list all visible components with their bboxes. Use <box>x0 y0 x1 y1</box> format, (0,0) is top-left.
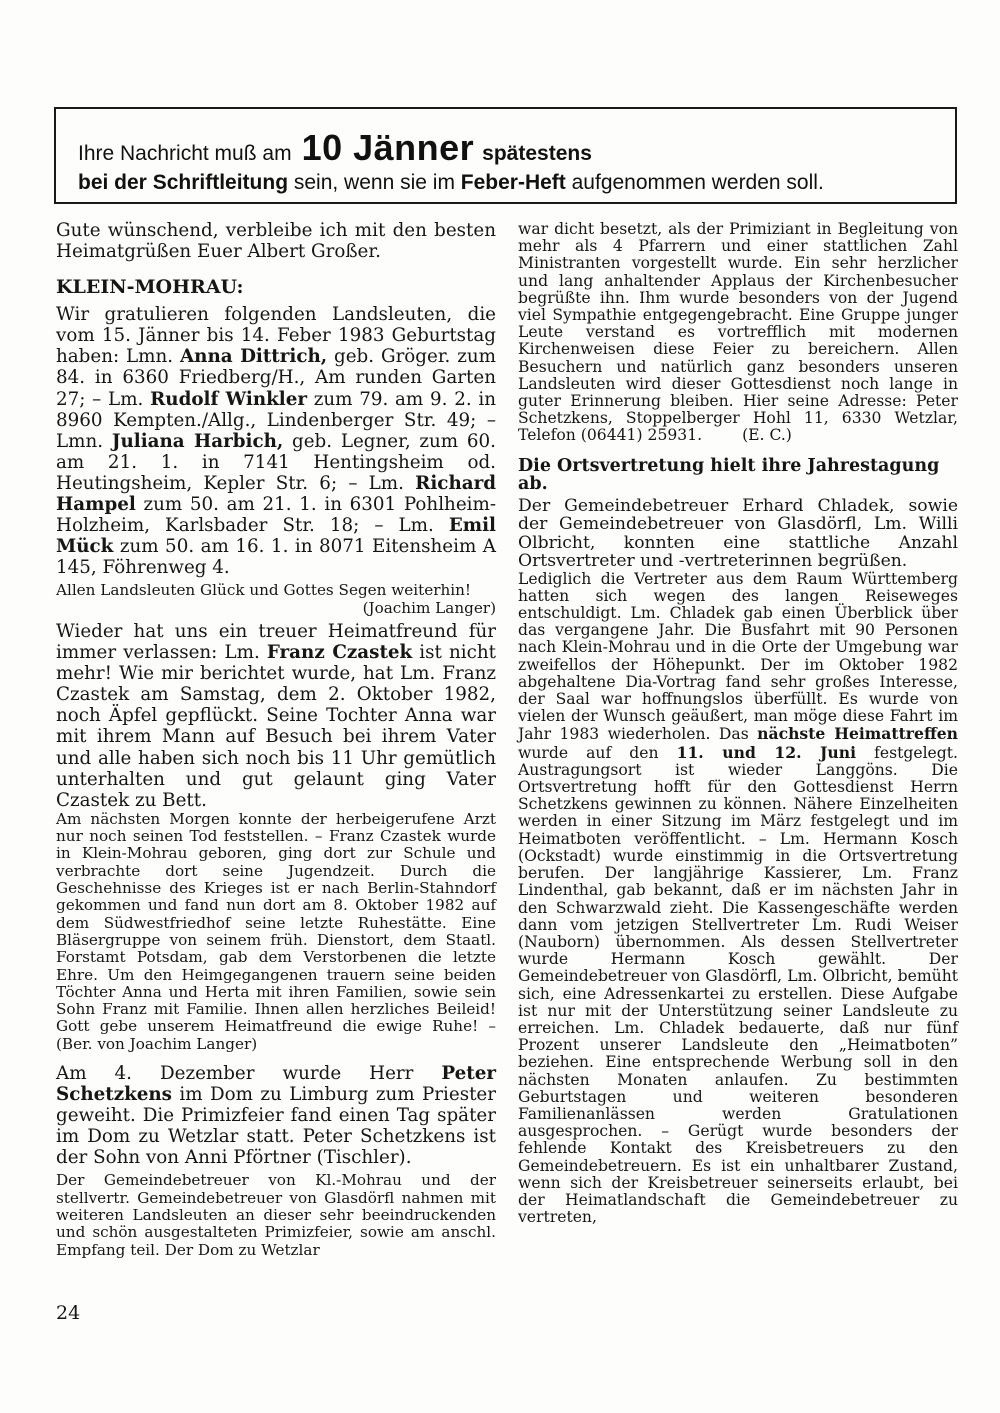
person-name: Juliana Harbich, <box>111 430 284 452</box>
event-name: nächste Heimattreffen <box>757 724 959 744</box>
notice-deadline-date: 10 Jänner <box>301 127 475 168</box>
blessing-author: (Joachim Langer) <box>362 598 496 617</box>
notice-text: sein, wenn sie im <box>288 171 461 194</box>
ordination-paragraph: Am 4. Dezember wurde Herr Peter Schetzkens im Dom zu Limburg zum Priester geweiht. Die Primizfeier fand einen Tag später im Dom zu Wetzlar statt. Peter Schetzkens ist der Sohn von Anni Pförtner (Tischler). <box>56 1063 496 1169</box>
notice-text-end: aufgenommen werden soll. <box>565 171 824 194</box>
person-name: Peter Schetzkens <box>56 1063 496 1106</box>
letter-closing: Gute wünschend, verbleibe ich mit den besten Heimatgrüßen Euer Albert Großer. <box>56 220 496 263</box>
deadline-notice-line1 <box>78 127 592 169</box>
birthday-paragraph: Wir gratulieren folgenden Landsleuten, die vom 15. Jänner bis 14. Feber 1983 Geburtstag haben: Lmn. Anna Dittrich, geb. Gröger. zum 84. in 6360 Friedberg/H., Am runden Garten 27; – Lm. Rudolf Winkler zum 79. am 9. 2. in 8960 Kempten./Allg., Lindenberger Str. 49; – Lmn. Juliana Harbich, geb. Legner, zum 60. am 21. 1. in 7141 Hentingsheim od. Heutingsheim, Kepler Str. 6; – Lm. Richard Hampel zum 50. am 21. 1. in 6301 Pohlheim-Holzheim, Karlsbader Str. 18; – Lm. Emil Mück zum 50. am 16. 1. in 8071 Eitensheim A 145, Föhrenweg 4. <box>56 304 497 579</box>
page-number: 24 <box>56 1302 81 1324</box>
obituary-continued: Am nächsten Morgen konnte der herbeigerufene Arzt nur noch seinen Tod feststellen. – Franz Czastek wurde in Klein-Mohrau geboren, ging dort zur Schule und verbrachte dort seine Jugendzeit. Durch die Geschehnisse des Krieges ist er nach Berlin-Stahndorf gekommen und fand nun dort am 8. Oktober 1982 auf dem Südwestfriedhof seine letzte Ruhestätte. Eine Bläsergruppe von seinem früh. Dienstort, dem Staatl. Forstamt Potsdam, gab dem Verstorbenen die letzte Ehre. Um den Heimgegangenen trauern seine beiden Töchter Anna und Herta mit ihren Familien, sowie sein Sohn Franz mit Familie. Ihnen allen herzliches Beileid! Gott gebe unserem Heimatfreund die ewige Ruhe! – (Ber. von Joachim Langer) <box>56 809 496 1053</box>
section-heading-klein-mohrau: KLEIN-MOHRAU: <box>56 276 244 299</box>
meeting-heading: Die Ortsvertretung hielt ihre Jahrestagung ab. <box>518 455 940 495</box>
event-date: 11. und 12. Juni <box>676 742 857 762</box>
right-column <box>518 221 958 1226</box>
notice-issue: Feber-Heft <box>460 171 566 194</box>
meeting-body: Lediglich die Vertreter aus dem Raum Württemberg hatten sich wegen des langen Reiseweges entschuldigt. Lm. Chladek gab einen Überblick über das vergangene Jahr. Die Busfahrt mit 90 Personen nach Klein-Mohrau und in die Orte der Umgebung war zweifellos der Höhepunkt. Der im Oktober 1982 abgehaltene Dia-Vortrag fand sehr großes Interesse, der Saal war hoffnungslos überfüllt. Es wurde von vielen der Wunsch geäußert, man möge diese Fahrt im Jahr 1983 wiederholen. Das nächste Heimattreffen wurde auf den 11. und 12. Juni festgelegt. Austragungsort ist wieder Langgöns. Die Ortsvertretung hofft für den Gottesdienst Herrn Schetzkens gewinnen zu können. Nähere Einzelheiten werden in einer Sitzung im März festgelegt und im Heimatboten veröffentlicht. – Lm. Hermann Kosch (Ockstadt) wurde einstimmig in die Ortsvertretung berufen. Der langjährige Kassierer, Lm. Franz Lindenthal, gab bekannt, daß er im nächsten Jahr in den Schwarzwald zieht. Die Kassengeschäfte werden dann vom jetzigen Stellvertreter Lm. Rudi Weiser (Nauborn) übernommen. Als dessen Stellvertreter wurde Hermann Kosch gewählt. Der Gemeindebetreuer von Glasdörfl, Lm. Olbricht, bemüht sich, eine Adressenkartei zu erstellen. Diese Aufgabe ist nur mit der Unterstützung seiner Landsleute zu erreichen. Lm. Chladek bedauerte, daß nur fünf Prozent unserer Landsleute den „Heimatboten” beziehen. Eine entsprechende Werbung soll in den nächsten Monaten anlaufen. Zu bestimmten Geburtstagen und weiteren besonderen Familienanlässen werden Gratulationen ausgesprochen. – Gerügt wurde besonders der fehlende Kontakt des Kreisbetreuers zu den Gemeindebetreuern. Es ist ein unhaltbarer Zustand, wenn sich der Kreisbetreuer seinerseits erlaubt, bei der Heimatlandschaft die Gemeindebetreuer zu vertreten, <box>518 569 959 1227</box>
deadline-notice-line2 <box>78 171 824 195</box>
ordination-end: war dicht besetzt, als der Primiziant in Begleitung von mehr als 4 Pfarrern und einer stattlichen Zahl Ministranten vorgestellt wurde. Ein sehr herzlicher und lang anhaltender Applaus der Kirchenbesucher begrüßte ihn. Ihm wurde besonders von der Jugend viel Sympathie entgegengebracht. Eine Gruppe junger Leute verstand es vortrefflich mit modernen Kirchenweisen diese Feier zu bereichern. Allen Besuchern und natürlich ganz besonders unseren Landsleuten wird dieser Gottesdienst noch lange in guter Erinnerung bleiben. Hier seine Adresse: Peter Schetzkens, Stoppelberger Hohl 11, 6330 Wetzlar, Telefon (06441) 25931. (E. C.) <box>518 220 958 445</box>
blessing-text: Allen Landsleuten Glück und Gottes Segen weiterhin! <box>56 581 471 600</box>
ordination-continued: Der Gemeindebetreuer von Kl.-Mohrau und der stellvertr. Gemeindebetreuer von Glasdörfl nahmen mit weiteren Landsleuten an dieser sehr beeindruckenden und schön ausgestalteten Primizfeier, sowie am anschl. Empfang teil. Der Dom zu Wetzlar <box>56 1171 496 1259</box>
person-name: Emil Mück <box>56 515 496 558</box>
notice-prefix: Ihre Nachricht muß am <box>78 142 292 165</box>
deadline-notice-box <box>54 107 957 204</box>
notice-editorial: bei der Schriftleitung <box>78 171 289 194</box>
left-column <box>56 220 496 1259</box>
meeting-intro: Der Gemeindebetreuer Erhard Chladek, sowie der Gemeindebetreuer von Glasdörfl, Lm. Willi Olbricht, konnten eine stattliche Anzahl Ortsvertreter und -vertreterinnen begrüßen. <box>518 495 958 572</box>
person-name: Franz Czastek <box>266 642 413 664</box>
notice-latest: spätestens <box>482 142 592 165</box>
person-name: Anna Dittrich, <box>180 346 328 368</box>
obituary-paragraph: Wieder hat uns ein treuer Heimatfreund für immer verlassen: Lm. Franz Czastek ist nicht mehr! Wie mir berichtet wurde, hat Lm. Franz Czastek am Samstag, dem 2. Oktober 1982, noch Äpfel gepflückt. Seine Tochter Anna war mit ihrem Mann auf Besuch bei ihrem Vater und alle haben sich noch bis 11 Uhr gemütlich unterhalten und gut gelaunt ging Vater Czastek zu Bett. <box>56 621 496 811</box>
person-name: Richard Hampel <box>56 472 496 516</box>
ordination-author: (E. C.) <box>742 426 792 445</box>
person-name: Rudolf Winkler <box>150 388 307 410</box>
